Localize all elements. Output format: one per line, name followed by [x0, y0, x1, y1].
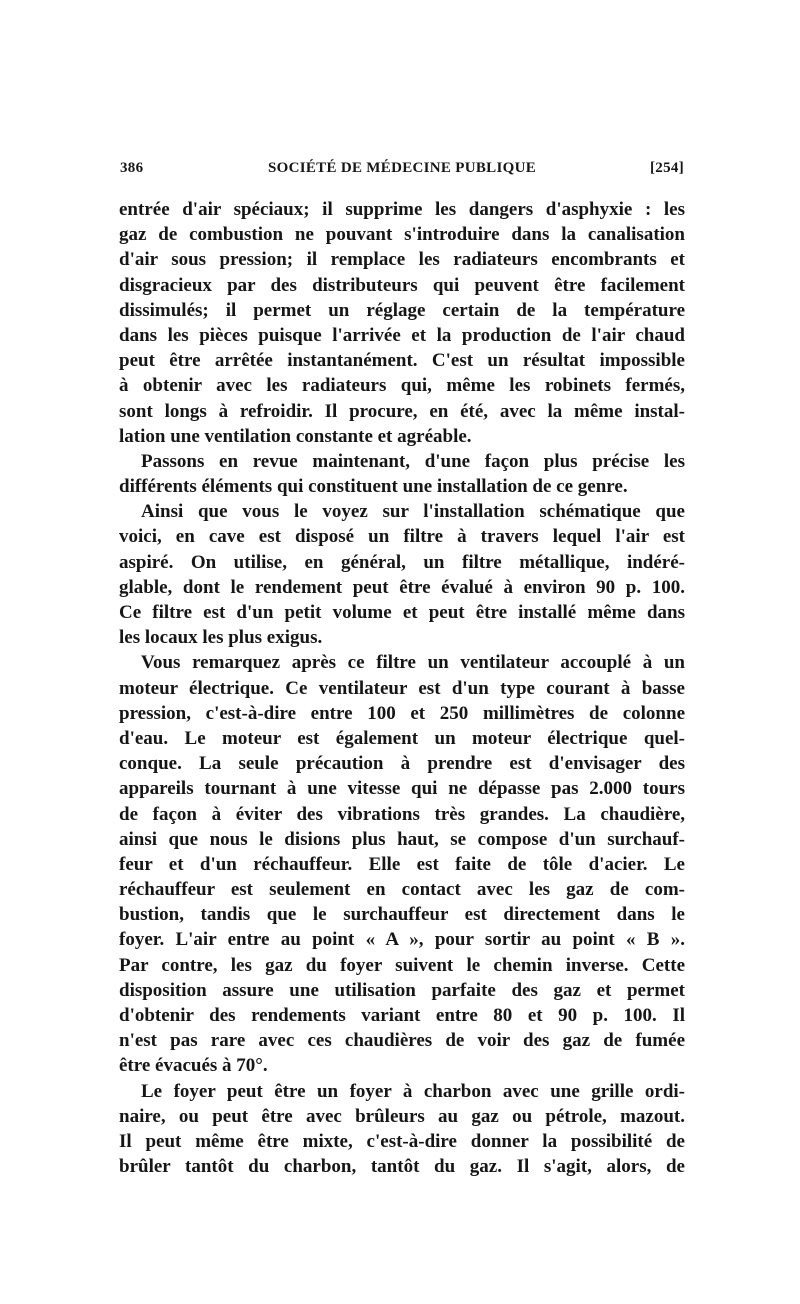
text-line: dans les pièces puisque l'arrivée et la production de l'air chaud: [119, 324, 685, 346]
text-line: lation une ventilation constante et agréable.: [119, 425, 472, 447]
text-line: d'obtenir des rendements variant entre 80 et 90 p. 100. Il: [119, 1005, 685, 1026]
text-line: Le foyer peut être un foyer à charbon avec une grille ordi-: [141, 1080, 685, 1102]
text-line: Par contre, les gaz du foyer suivent le chemin inverse. Cette: [119, 954, 685, 976]
text-line: les locaux les plus exigus.: [119, 627, 323, 649]
text-line: appareils tournant à une vitesse qui ne dépasse pas 2.000 tours: [119, 778, 685, 800]
text-line: entrée d'air spéciaux; il supprime les dangers d'asphyxie : les: [119, 199, 685, 220]
paragraph: [119, 650, 685, 1078]
text-line: glable, dont le rendement peut être évalué à environ 90 p. 100.: [119, 576, 685, 598]
text-line: n'est pas rare avec ces chaudières de voir des gaz de fumée: [119, 1030, 685, 1052]
text-line: aspiré. On utilise, en général, un filtre métallique, indéré-: [119, 551, 685, 573]
running-title: SOCIÉTÉ DE MÉDECINE PUBLIQUE: [267, 160, 537, 176]
text-line: voici, en cave est disposé un filtre à travers lequel l'air est: [119, 526, 685, 548]
paragraph: [119, 499, 685, 650]
text-line: brûler tantôt du charbon, tantôt du gaz. Il s'agit, alors, de: [119, 1156, 685, 1178]
text-line: d'eau. Le moteur est également un moteur électrique quel-: [119, 727, 685, 749]
text-line: naire, ou peut être avec brûleurs au gaz ou pétrole, mazout.: [119, 1105, 685, 1127]
text-line: d'air sous pression; il remplace les radiateurs encombrants et: [119, 249, 685, 271]
paragraph: [119, 449, 685, 499]
text-line: conque. La seule précaution à prendre est d'envisager des: [119, 753, 685, 775]
text-line: Ainsi que vous le voyez sur l'installation schématique que: [141, 501, 685, 523]
text-line: gaz de combustion ne pouvant s'introduire dans la canalisation: [119, 224, 685, 246]
running-header: [120, 160, 684, 184]
bracket-reference: [254]: [650, 160, 684, 176]
text-line: à obtenir avec les radiateurs qui, même les robinets fermés,: [119, 375, 685, 397]
text-line: sont longs à refroidir. Il procure, en été, avec la même instal-: [119, 400, 685, 422]
text-line: Passons en revue maintenant, d'une façon plus précise les: [141, 450, 685, 472]
paragraph: [119, 197, 685, 449]
text-line: moteur électrique. Ce ventilateur est d'un type courant à basse: [119, 677, 685, 699]
text-line: être évacués à 70°.: [119, 1055, 268, 1077]
text-line: foyer. L'air entre au point « A », pour sortir au point « B ».: [119, 929, 685, 951]
text-line: feur et d'un réchauffeur. Elle est faite de tôle d'acier. Le: [119, 853, 685, 875]
text-line: ainsi que nous le disions plus haut, se compose d'un surchauf-: [119, 828, 685, 850]
text-line: Vous remarquez après ce filtre un ventilateur accouplé à un: [141, 652, 685, 674]
page-number: 386: [120, 160, 144, 176]
text-line: Il peut même être mixte, c'est-à-dire donner la possibilité de: [119, 1130, 685, 1152]
text-line: pression, c'est-à-dire entre 100 et 250 millimètres de colonne: [119, 702, 685, 724]
text-line: différents éléments qui constituent une installation de ce genre.: [119, 476, 628, 498]
text-line: disposition assure une utilisation parfaite des gaz et permet: [119, 979, 685, 1001]
text-line: bustion, tandis que le surchauffeur est directement dans le: [119, 904, 685, 926]
text-line: dissimulés; il permet un réglage certain de la température: [119, 299, 685, 321]
text-line: Ce filtre est d'un petit volume et peut être installé même dans: [119, 602, 685, 623]
text-line: peut être arrêtée instantanément. C'est un résultat impossible: [119, 350, 685, 372]
body-text: [119, 197, 685, 1179]
text-line: de façon à éviter des vibrations très grandes. La chaudière,: [119, 803, 685, 825]
paragraph: [119, 1079, 685, 1180]
text-line: disgracieux par des distributeurs qui peuvent être facilement: [119, 274, 685, 296]
text-line: réchauffeur est seulement en contact avec les gaz de com-: [119, 879, 685, 901]
